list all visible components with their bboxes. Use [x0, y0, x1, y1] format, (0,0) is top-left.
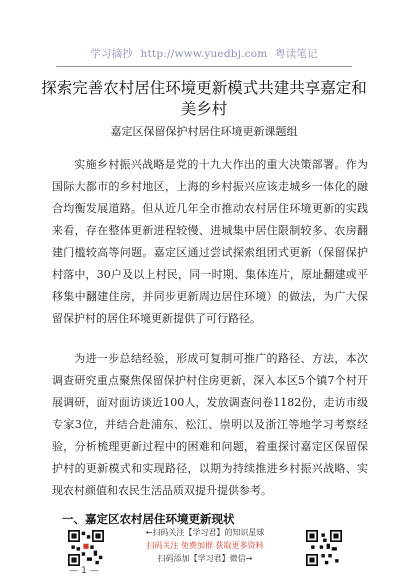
- promo-line-2: 扫码关注 免费加群 获取更多资料: [146, 541, 264, 550]
- body-paragraph: [52, 348, 368, 502]
- qr-code-icon[interactable]: [306, 530, 342, 566]
- body-paragraph: [52, 154, 368, 330]
- paragraph-text: 实施乡村振兴战略是党的十九大作出的重大决策部署。作为国际大都市的乡村地区，上海的乡村振兴应该走城乡一体化的融合均衡发展道路。但从近几年全市推动农村居住环境更新的实践来看，存在整体更新进程较慢、进城集中居住限制较多、农房翻建门槛较高等问题。嘉定区通过尝试探索组团式更新（保留保护村落中，30户及以上村民，同一时期、集体连片，原址翻建或平移集中翻建住房，并同步更新周边居住环境）的做法，为广大保留保护村的居住环境更新提供了可行路径。: [52, 158, 368, 325]
- header-site-name: 学习摘抄: [90, 48, 133, 60]
- qr-code-icon[interactable]: [68, 530, 104, 566]
- footer-promo: [110, 526, 300, 565]
- paragraph-text: 为进一步总结经验，形成可复制可推广的路径、方法，本次调查研究重点聚焦保留保护村住房更新，深入本区5个镇7个村开展调研，面对面访谈近100人，发放调查问卷1182份，走访市级专家3位，并结合赴浦东、松江、崇明以及浙江等地学习考察经验，分析梳理更新过程中的困难和问题，着重探讨嘉定区保留保护村的更新模式和实现路径，以期为持续推进乡村振兴战略、实现农村颜值和农民生活品质双提升提供参考。: [52, 352, 368, 497]
- header-divider: [56, 66, 352, 67]
- page-number-value: 1: [81, 566, 87, 576]
- document-title: 探索完善农村居住环境更新模式共建共享嘉定和美乡村: [41, 79, 367, 118]
- document-subtitle: 嘉定区保留保护村居住环境更新课题组: [110, 125, 298, 138]
- section-heading: 一、嘉定区农村居住环境更新现状: [62, 512, 235, 526]
- promo-line-1: ←扫码关注【学习君】的知识星球: [145, 528, 265, 537]
- page-header: [0, 46, 408, 61]
- header-series: 粤读笔记: [275, 48, 318, 60]
- header-url[interactable]: http://www.yuedbj.com: [140, 48, 268, 60]
- page-number: — 1 —: [69, 566, 99, 576]
- promo-line-3: 扫码添加【学习君】微信→: [157, 554, 253, 563]
